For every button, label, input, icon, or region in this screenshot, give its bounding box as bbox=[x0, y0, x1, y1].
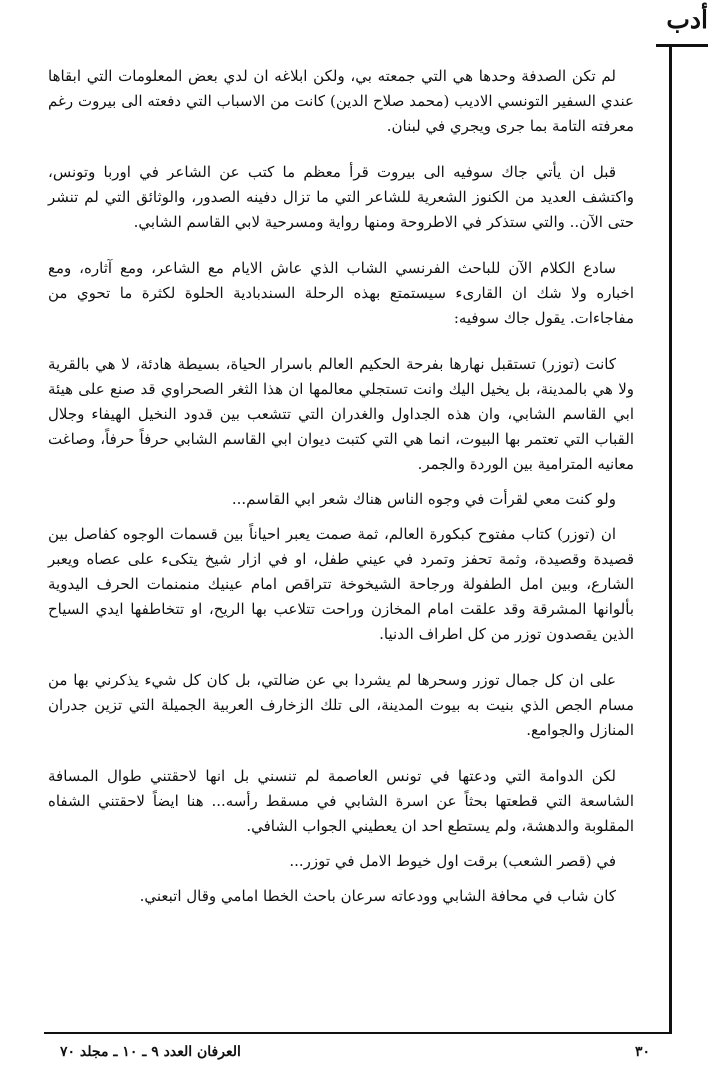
header-rule bbox=[656, 44, 708, 47]
paragraph: ولو كنت معي لقرأت في وجوه الناس هناك شعر ابي القاسم... bbox=[231, 490, 616, 508]
paragraph: سادع الكلام الآن للباحث الفرنسي الشاب الذي عاش الايام مع الشاعر، ومع آثاره، ومع اخباره ولا شك ان القارىء سيستمتع بهذه الرحلة السندبادية الحلوة لكثرة ما تحوي من مفاجاءات. يقول جاك سوفيه: bbox=[48, 259, 634, 327]
paragraph: ان (توزر) كتاب مفتوح كبكورة العالم، ثمة صمت يعبر احياناً بين قسمات الوجوه كفاصل بين قصيدة وقصيدة، وثمة تحفز وتمرد في عيني طفل، او في ازار شيخ يتكىء على عصاه ويعبر الشارع، وبين امل الطفولة ورجاحة الشيخوخة تتراقص امام عينيك منمنمات الحرف اليدوية بألوانها المشرقة وقد علقت امام المخازن وراحت تتلاعب بها الريح، او تتخاطفها ايدي السياح الذين يقصدون توزر من كل اطراف الدنيا. bbox=[48, 525, 634, 643]
article-body bbox=[48, 64, 634, 930]
paragraph: لم تكن الصدفة وحدها هي التي جمعته بي، ولكن ابلاغه ان لدي بعض المعلومات التي ابقاها عندي السفير التونسي الاديب (محمد صلاح الدين) كانت من الاسباب التي دفعته الى بيروت رغم معرفته التامة بما جرى ويجري في لبنان. bbox=[48, 67, 634, 135]
margin-rule bbox=[669, 44, 672, 1034]
paragraph: قبل ان يأتي جاك سوفيه الى بيروت قرأ معظم ما كتب عن الشاعر في اوربا وتونس، واكتشف العديد من الكنوز الشعرية للشاعر التي ما تزال دفينه الصدور، والوثائق التي لم تنشر حتى الآن.. والتي ستذكر في الاطروحة ومنها رواية ومسرحية لابي القاسم الشابي. bbox=[48, 163, 634, 231]
page-number: ٣٠ bbox=[634, 1044, 650, 1060]
paragraph: كان شاب في محافة الشابي وودعاته سرعان باحث الخطا امامي وقال اتبعني. bbox=[139, 887, 616, 905]
footer-rule bbox=[44, 1032, 672, 1034]
section-title: أدب bbox=[666, 5, 708, 34]
paragraph: كانت (توزر) تستقبل نهارها بفرحة الحكيم العالم باسرار الحياة، بسيطة هادئة، لا هي بالقرية ولا هي بالمدينة، بل يخيل اليك وانت تستجلي معالمها ان هذا الثغر الصحراوي قد صنع على هيئة ابي القاسم الشابي، وان هذه الجداول والغدران التي تتشعب بين قدود النخيل الهيفاء وجلال القباب التي تعتمر بها البيوت، انما هي التي كتبت ديوان ابي القاسم الشابي حرفاً حرفاً، وصاغت معانيه المترامية بين الوردة والجمر. bbox=[48, 355, 634, 473]
paragraph: لكن الدوامة التي ودعتها في تونس العاصمة لم تنسني بل انها لاحقتني طوال المسافة الشاسعة التي قطعتها بحثاً عن اسرة الشابي في مسقط رأسه... هنا ايضاً لاحقتني الشفاه المقلوبة والدهشة، ولم يستطع احد ان يعطيني الجواب الشافي. bbox=[48, 767, 634, 835]
page-footer bbox=[60, 1040, 650, 1070]
paragraph: في (قصر الشعب) برقت اول خيوط الامل في توزر... bbox=[289, 852, 616, 870]
journal-info: العرفان العدد ٩ ـ ١٠ ـ مجلد ٧٠ bbox=[60, 1044, 241, 1060]
paragraph: على ان كل جمال توزر وسحرها لم يشردا بي عن ضالتي، بل كان كل شيء يذكرني بها من مسام الجص الذي بنيت به بيوت المدينة، الى تلك الزخارف العربية الجميلة التي تزين جدران المنازل والجوامع. bbox=[48, 671, 634, 739]
